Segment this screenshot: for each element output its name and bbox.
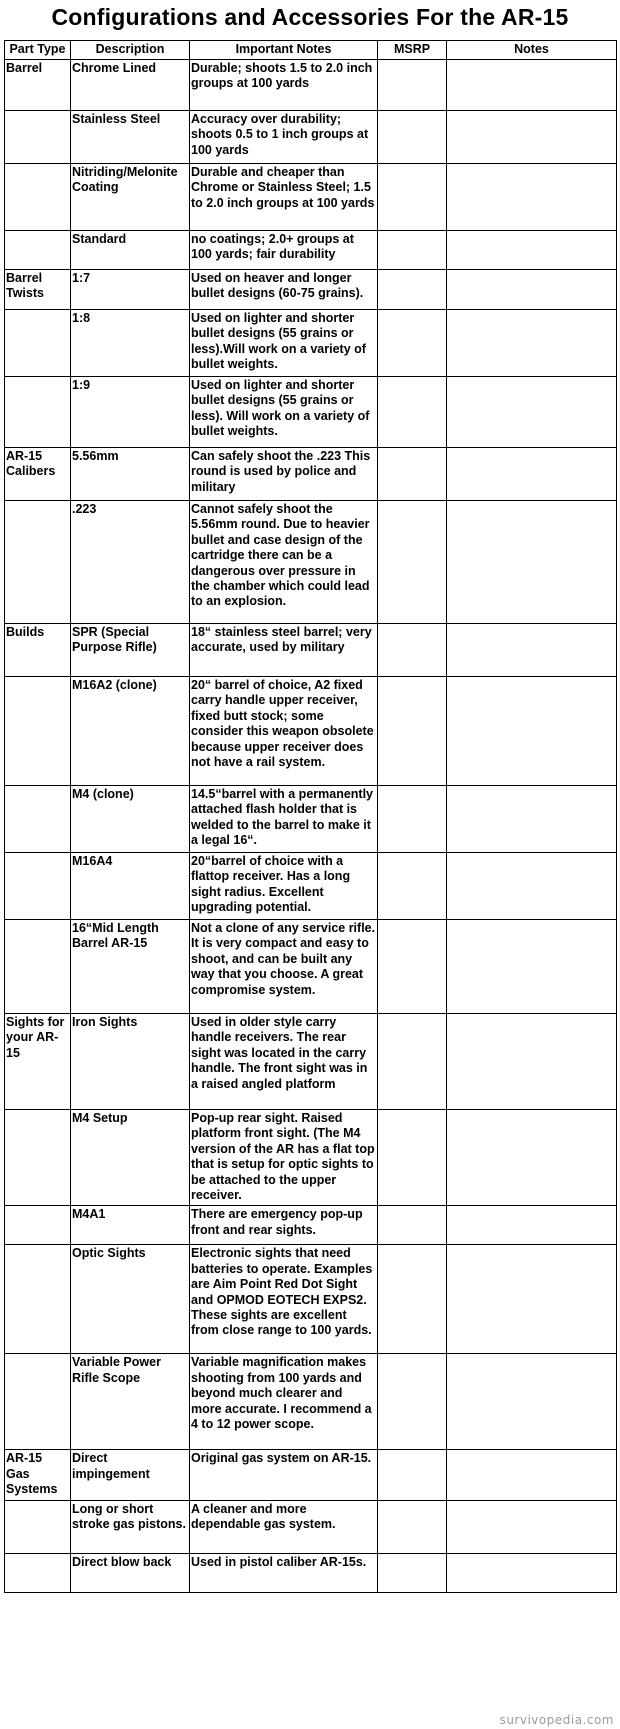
msrp-cell	[378, 231, 447, 270]
notes-cell	[447, 60, 617, 111]
important-notes-cell: Variable magnification makes shooting from 100 yards and beyond much clearer and more accurate. I recommend a 4 to 12 power scope.	[190, 1354, 378, 1450]
msrp-cell	[378, 1110, 447, 1206]
notes-cell	[447, 624, 617, 677]
important-notes-cell: Not a clone of any service rifle. It is very compact and easy to shoot, and can be built any way that you choose. A great compromise system.	[190, 920, 378, 1014]
important-notes-cell: Used on heaver and longer bullet designs (60-75 grains).	[190, 270, 378, 310]
table-row	[5, 60, 617, 111]
notes-cell	[447, 1245, 617, 1354]
part-type-cell: Sights for your AR-15	[5, 1014, 71, 1110]
part-type-cell	[5, 111, 71, 164]
description-cell: Nitriding/Melonite Coating	[71, 164, 190, 231]
table-row	[5, 853, 617, 920]
msrp-cell	[378, 624, 447, 677]
part-type-cell	[5, 377, 71, 448]
notes-cell	[447, 1110, 617, 1206]
description-cell: 1:7	[71, 270, 190, 310]
notes-cell	[447, 920, 617, 1014]
important-notes-cell: A cleaner and more dependable gas system.	[190, 1500, 378, 1553]
part-type-cell	[5, 920, 71, 1014]
table-row	[5, 1450, 617, 1500]
part-type-cell	[5, 164, 71, 231]
description-cell: M16A2 (clone)	[71, 677, 190, 786]
table-row	[5, 1354, 617, 1450]
table-row	[5, 1110, 617, 1206]
part-type-cell: Barrel Twists	[5, 270, 71, 310]
accessories-table	[4, 40, 617, 1593]
part-type-cell	[5, 1500, 71, 1553]
important-notes-cell: 18“ stainless steel barrel; very accurate, used by military	[190, 624, 378, 677]
msrp-cell	[378, 501, 447, 624]
header-msrp: MSRP	[378, 41, 447, 60]
msrp-cell	[378, 270, 447, 310]
msrp-cell	[378, 1450, 447, 1500]
description-cell: M16A4	[71, 853, 190, 920]
table-row	[5, 1245, 617, 1354]
description-cell: Iron Sights	[71, 1014, 190, 1110]
important-notes-cell: Durable; shoots 1.5 to 2.0 inch groups at 100 yards	[190, 60, 378, 111]
part-type-cell: AR-15 Gas Systems	[5, 1450, 71, 1500]
description-cell: .223	[71, 501, 190, 624]
description-cell: 16“Mid Length Barrel AR-15	[71, 920, 190, 1014]
msrp-cell	[378, 1245, 447, 1354]
description-cell: Standard	[71, 231, 190, 270]
description-cell: 1:8	[71, 310, 190, 377]
msrp-cell	[378, 853, 447, 920]
notes-cell	[447, 164, 617, 231]
part-type-cell	[5, 1206, 71, 1245]
table-row	[5, 501, 617, 624]
important-notes-cell: no coatings; 2.0+ groups at 100 yards; fair durability	[190, 231, 378, 270]
part-type-cell	[5, 1553, 71, 1592]
msrp-cell	[378, 1014, 447, 1110]
notes-cell	[447, 1500, 617, 1553]
part-type-cell	[5, 1354, 71, 1450]
description-cell: Variable Power Rifle Scope	[71, 1354, 190, 1450]
part-type-cell	[5, 853, 71, 920]
table-row	[5, 231, 617, 270]
description-cell: Stainless Steel	[71, 111, 190, 164]
notes-cell	[447, 1014, 617, 1110]
notes-cell	[447, 377, 617, 448]
msrp-cell	[378, 164, 447, 231]
table-header-row	[5, 41, 617, 60]
important-notes-cell: Pop-up rear sight. Raised platform front sight. (The M4 version of the AR has a flat top that is setup for optic sights to be attached to the upper receiver.	[190, 1110, 378, 1206]
notes-cell	[447, 786, 617, 853]
table-body	[5, 60, 617, 1593]
source-watermark: survivopedia.com	[499, 1713, 614, 1727]
part-type-cell	[5, 501, 71, 624]
header-notes: Notes	[447, 41, 617, 60]
part-type-cell	[5, 1110, 71, 1206]
part-type-cell	[5, 786, 71, 853]
description-cell: Direct blow back	[71, 1553, 190, 1592]
important-notes-cell: 20“barrel of choice with a flattop receiver. Has a long sight radius. Excellent upgrading potential.	[190, 853, 378, 920]
part-type-cell	[5, 1245, 71, 1354]
notes-cell	[447, 231, 617, 270]
notes-cell	[447, 448, 617, 501]
description-cell: M4 Setup	[71, 1110, 190, 1206]
important-notes-cell: Cannot safely shoot the 5.56mm round. Due to heavier bullet and case design of the cartridge there can be a dangerous over pressure in the chamber which could lead to an explosion.	[190, 501, 378, 624]
msrp-cell	[378, 1354, 447, 1450]
msrp-cell	[378, 60, 447, 111]
part-type-cell: Builds	[5, 624, 71, 677]
notes-cell	[447, 310, 617, 377]
msrp-cell	[378, 786, 447, 853]
table-row	[5, 786, 617, 853]
important-notes-cell: Electronic sights that need batteries to operate. Examples are Aim Point Red Dot Sight and OPMOD EOTECH EXPS2. These sights are excellent from close range to 100 yards.	[190, 1245, 378, 1354]
msrp-cell	[378, 111, 447, 164]
part-type-cell	[5, 677, 71, 786]
part-type-cell: Barrel	[5, 60, 71, 111]
table-row	[5, 164, 617, 231]
msrp-cell	[378, 677, 447, 786]
important-notes-cell: Durable and cheaper than Chrome or Stainless Steel; 1.5 to 2.0 inch groups at 100 yards	[190, 164, 378, 231]
important-notes-cell: Original gas system on AR-15.	[190, 1450, 378, 1500]
table-row	[5, 677, 617, 786]
important-notes-cell: Used on lighter and shorter bullet designs (55 grains or less). Will work on a variety of bullet weights.	[190, 377, 378, 448]
description-cell: 1:9	[71, 377, 190, 448]
description-cell: Direct impingement	[71, 1450, 190, 1500]
notes-cell	[447, 1354, 617, 1450]
description-cell: SPR (Special Purpose Rifle)	[71, 624, 190, 677]
description-cell: Optic Sights	[71, 1245, 190, 1354]
important-notes-cell: There are emergency pop-up front and rear sights.	[190, 1206, 378, 1245]
table-row	[5, 1500, 617, 1553]
table-row	[5, 377, 617, 448]
msrp-cell	[378, 1553, 447, 1592]
important-notes-cell: Used in pistol caliber AR-15s.	[190, 1553, 378, 1592]
table-row	[5, 1014, 617, 1110]
table-row	[5, 920, 617, 1014]
notes-cell	[447, 853, 617, 920]
important-notes-cell: Used on lighter and shorter bullet designs (55 grains or less).Will work on a variety of bullet weights.	[190, 310, 378, 377]
page-title: Configurations and Accessories For the AR-15	[51, 4, 569, 30]
table-row	[5, 111, 617, 164]
msrp-cell	[378, 1206, 447, 1245]
table-row	[5, 1206, 617, 1245]
important-notes-cell: Can safely shoot the .223 This round is used by police and military	[190, 448, 378, 501]
msrp-cell	[378, 448, 447, 501]
description-cell: M4A1	[71, 1206, 190, 1245]
important-notes-cell: 20“ barrel of choice, A2 fixed carry handle upper receiver, fixed butt stock; some consider this weapon obsolete because upper receiver does not have a rail system.	[190, 677, 378, 786]
msrp-cell	[378, 377, 447, 448]
description-cell: Long or short stroke gas pistons.	[71, 1500, 190, 1553]
part-type-cell	[5, 310, 71, 377]
notes-cell	[447, 270, 617, 310]
table-row	[5, 1553, 617, 1592]
table-row	[5, 270, 617, 310]
header-important-notes: Important Notes	[190, 41, 378, 60]
description-cell: Chrome Lined	[71, 60, 190, 111]
table-row	[5, 448, 617, 501]
notes-cell	[447, 111, 617, 164]
notes-cell	[447, 677, 617, 786]
msrp-cell	[378, 1500, 447, 1553]
part-type-cell	[5, 231, 71, 270]
description-cell: 5.56mm	[71, 448, 190, 501]
table-row	[5, 310, 617, 377]
msrp-cell	[378, 920, 447, 1014]
msrp-cell	[378, 310, 447, 377]
notes-cell	[447, 501, 617, 624]
important-notes-cell: Used in older style carry handle receivers. The rear sight was located in the carry handle. The front sight was in a raised angled platform	[190, 1014, 378, 1110]
notes-cell	[447, 1553, 617, 1592]
description-cell: M4 (clone)	[71, 786, 190, 853]
table-row	[5, 624, 617, 677]
important-notes-cell: Accuracy over durability; shoots 0.5 to 1 inch groups at 100 yards	[190, 111, 378, 164]
notes-cell	[447, 1450, 617, 1500]
header-part-type: Part Type	[5, 41, 71, 60]
notes-cell	[447, 1206, 617, 1245]
header-description: Description	[71, 41, 190, 60]
important-notes-cell: 14.5“barrel with a permanently attached flash holder that is welded to the barrel to make it a legal 16“.	[190, 786, 378, 853]
part-type-cell: AR-15 Calibers	[5, 448, 71, 501]
